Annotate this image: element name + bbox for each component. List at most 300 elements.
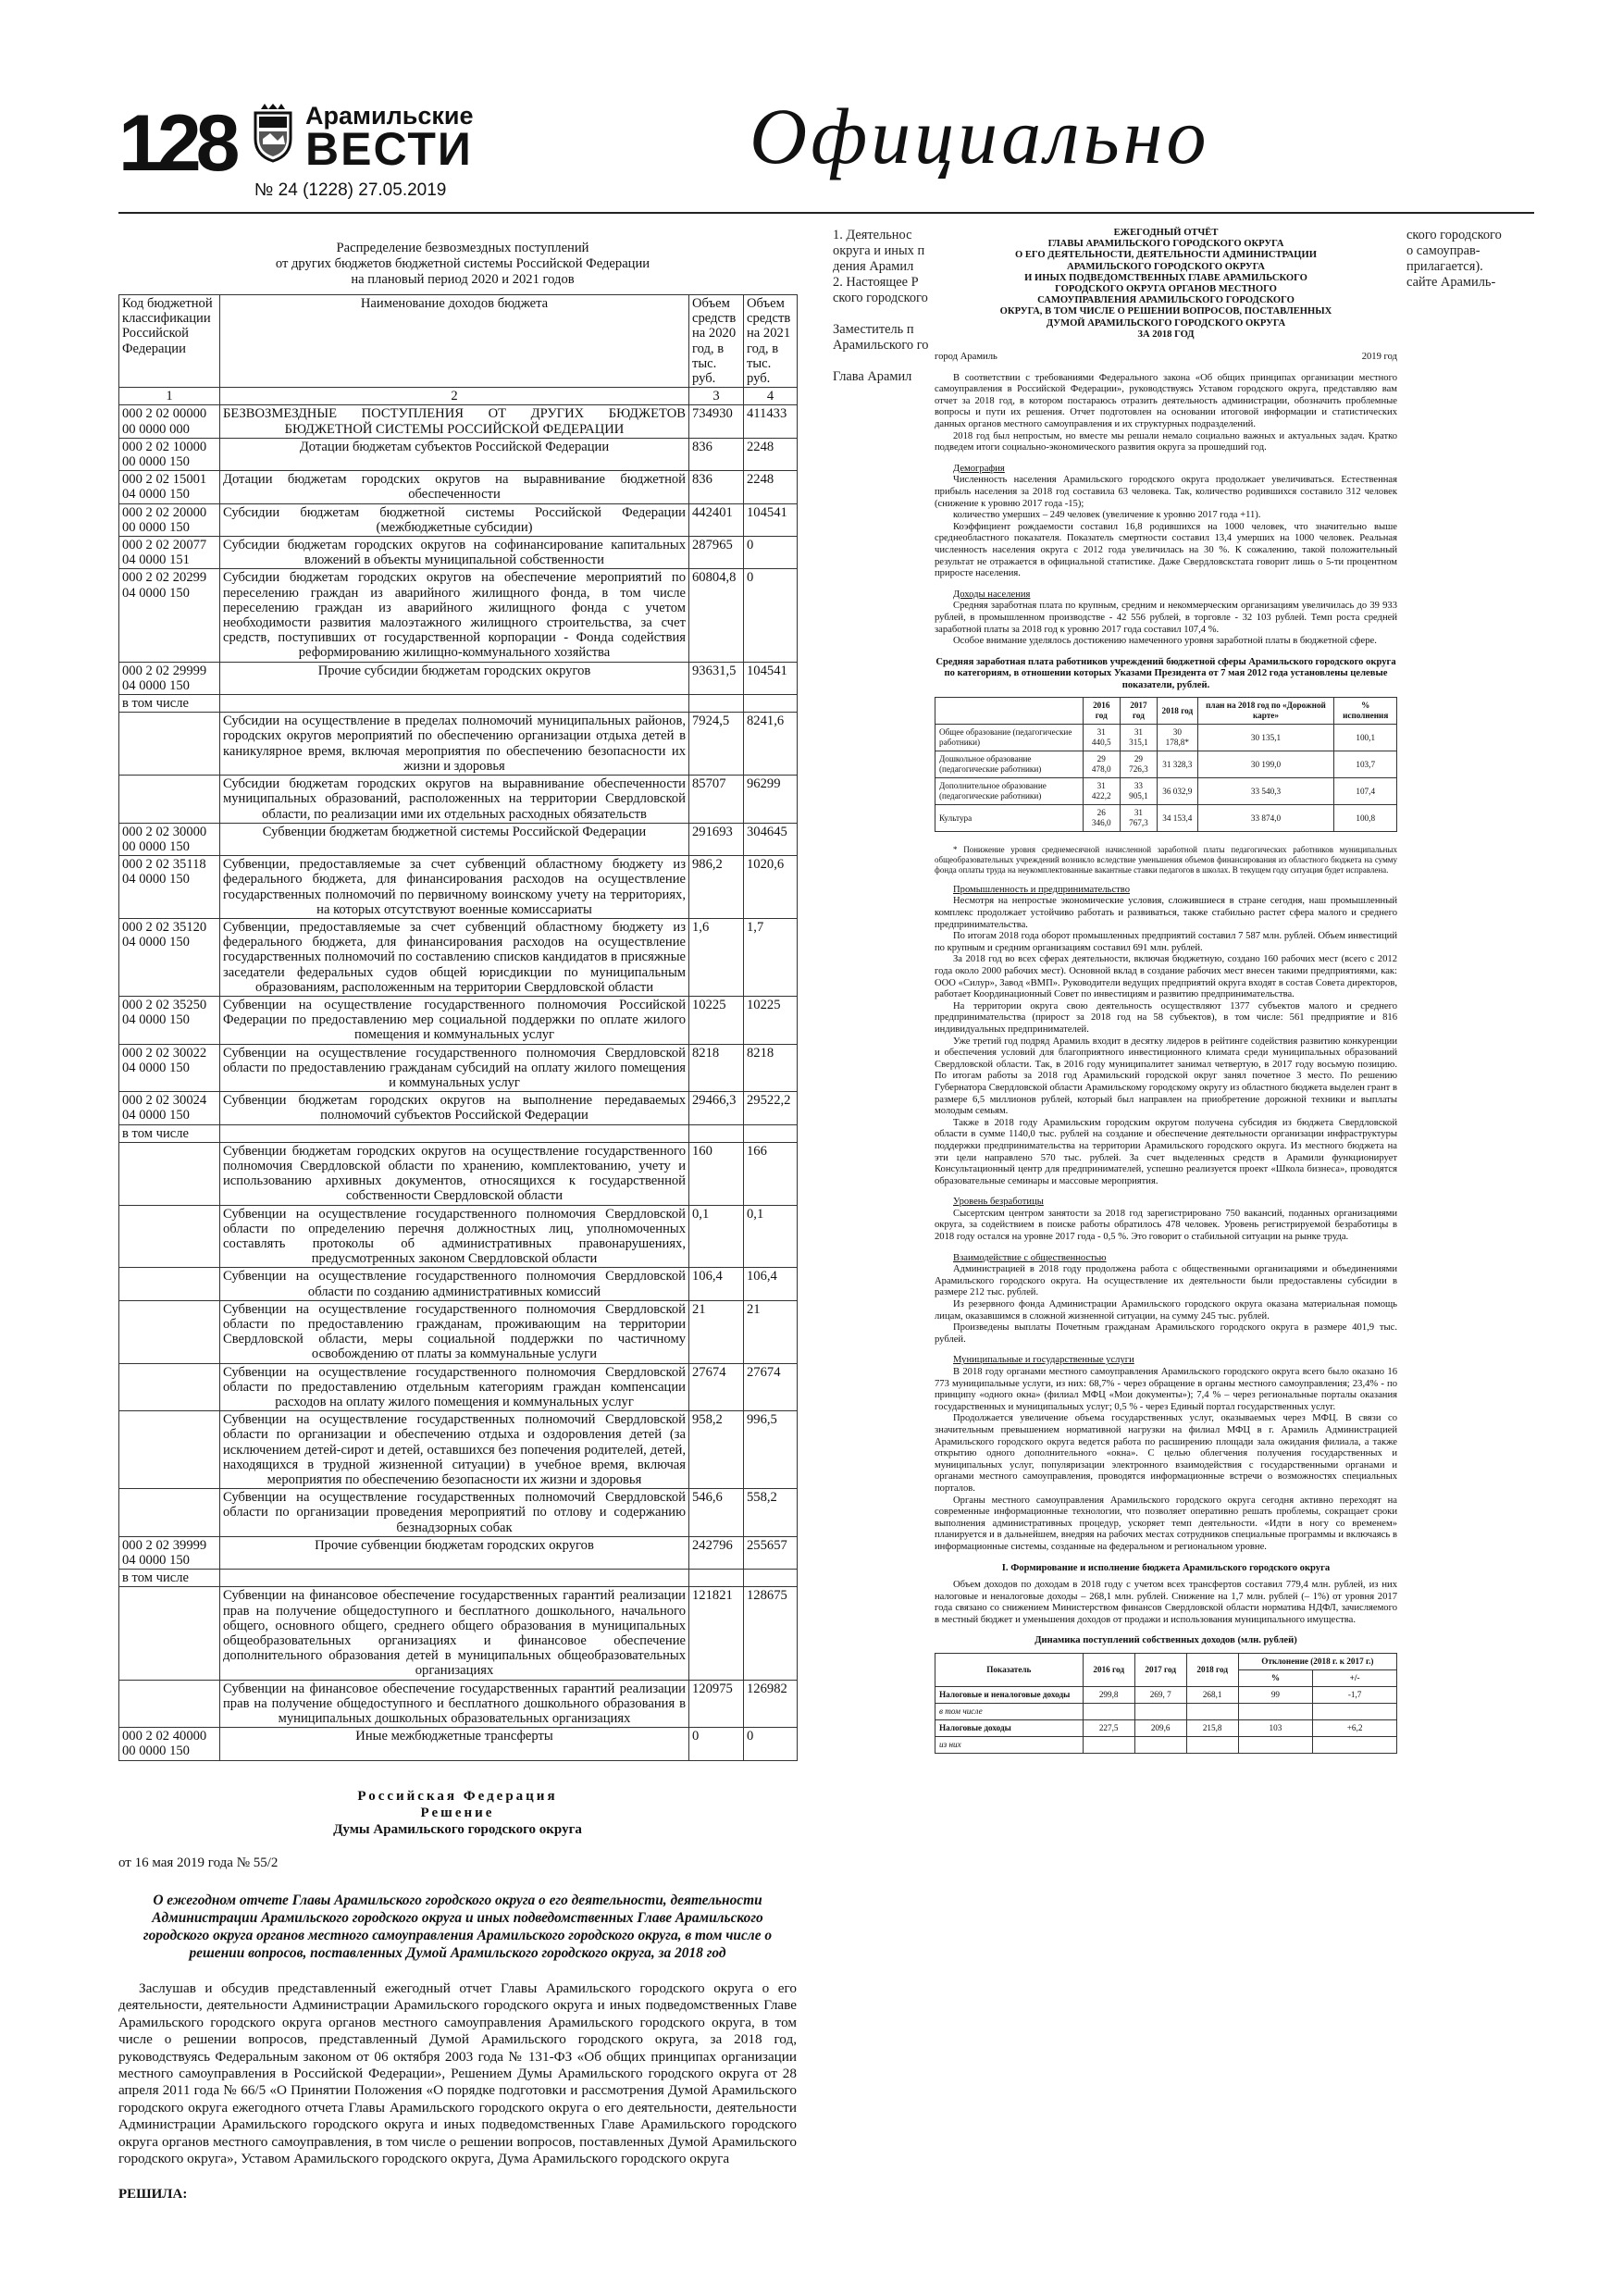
table-row <box>119 918 798 996</box>
in-number-label: в том числе <box>119 1124 220 1142</box>
report-paragraph: На территории округа свою деятельность осуществляют 1377 субъектов малого и среднего предпринимательства (прирост за 2018 год на 58 субъектов), в том числе: 561 предприятие и 816 индивидуальных предпринимателей. <box>935 1000 1397 1035</box>
row-value-2021: 255657 <box>744 1536 798 1569</box>
budget-table-title <box>176 241 750 288</box>
budget-number-row <box>119 388 798 405</box>
row-value-2020: 291693 <box>689 823 744 855</box>
dynamics-value: 268,1 <box>1186 1687 1238 1704</box>
dynamics-header-cell: Отклонение (2018 г. к 2017 г.) <box>1238 1654 1396 1670</box>
budget-section-heading: I. Формирование и исполнение бюджета Арамильского городского округа <box>1001 1562 1331 1573</box>
budget-table <box>118 294 798 1761</box>
salary-value: 107,4 <box>1334 778 1397 805</box>
row-value-2020: 442401 <box>689 503 744 536</box>
page-number: 128 <box>118 99 235 188</box>
table-row <box>119 776 798 824</box>
row-code <box>119 1680 220 1728</box>
row-value-2021: 104541 <box>744 662 798 694</box>
salary-value: 100,1 <box>1334 725 1397 751</box>
row-value-2020: 21 <box>689 1300 744 1363</box>
dynamics-value: 103 <box>1238 1720 1313 1737</box>
report-title-line: ОКРУГА, В ТОМ ЧИСЛЕ О РЕШЕНИИ ВОПРОСОВ, ПОСТАВЛЕННЫХ <box>999 306 1332 317</box>
row-name: Субвенции на осуществление государственного полномочия Свердловской области по предоставлению отдельным категориям граждан компенсации расходов на оплату жилого помещения и коммунальных услуг <box>220 1363 689 1411</box>
salary-value: 100,8 <box>1334 805 1397 832</box>
row-name: Прочие субсидии бюджетам городских округов <box>220 662 689 694</box>
budget-header-row <box>119 295 798 388</box>
decision-subject: О ежегодном отчете Главы Арамильского городского округа о его деятельности, деятельности Администрации Арамильского городского округа и иных подведомственных Главе Арамильского городского округа органов местного самоуправления Арамильского городского округа, в том числе о решении вопросов, поставленных Думой Арамильского городского округа, за 2018 год <box>142 1893 773 1961</box>
dynamics-indicator: в том числе <box>935 1704 1084 1720</box>
row-name: Иные межбюджетные трансферты <box>220 1728 689 1760</box>
row-value-2021: 2248 <box>744 438 798 470</box>
salary-header-cell: план на 2018 год по «Дорожной карте» <box>1197 698 1334 725</box>
budget-title-line-3: на плановый период 2020 и 2021 годов <box>351 272 575 287</box>
salary-row <box>935 725 1397 751</box>
row-name: БЕЗВОЗМЕЗДНЫЕ ПОСТУПЛЕНИЯ ОТ ДРУГИХ БЮДЖЕТОВ БЮДЖЕТНОЙ СИСТЕМЫ РОССИЙСКОЙ ФЕДЕРАЦИИ <box>220 405 689 438</box>
report-paragraph: Средняя заработная плата по крупным, средним и некоммерческим организациям увеличилась до 39 933 рублей, в промышленном производстве - 42 556 рублей, в торговле - 32 103 рублей. Темп роста средней заработной платы за 2018 год к уровню 2017 года составил 107,4 %. <box>935 601 1397 635</box>
dynamics-value <box>1238 1704 1313 1720</box>
fragment-line: 2. Настоящее Р <box>833 275 919 290</box>
table-row <box>119 438 798 470</box>
row-name: Субвенции на осуществление государственного полномочия Российской Федерации по предоставлению мер социальной поддержки по оплате жилого помещения и коммунальных услуг <box>220 996 689 1044</box>
empty-cell <box>744 1124 798 1142</box>
report-title-line: И ИНЫХ ПОДВЕДОМСТВЕННЫХ ГЛАВЕ АРАМИЛЬСКОГО <box>1024 272 1307 283</box>
salary-category: Культура <box>935 805 1084 832</box>
decision-resolved: РЕШИЛА: <box>118 2187 188 2203</box>
report-paragraph: За 2018 год во всех сферах деятельности, включая бюджетную, создано 160 рабочих мест (всего с 2012 года около 2000 рабочих мест). Основной вклад в создание рабочих мест внесен такими предприятиями, как: ООО «Силур», Завод «ВМП». Руководители ведущих предприятий округа входят в состав Совета директоров, работает Координационный Совет по инвестициям и развитию предпринимательства. <box>935 954 1397 1000</box>
row-value-2020: 85707 <box>689 776 744 824</box>
row-code: 000 2 02 35118 04 0000 150 <box>119 856 220 919</box>
row-value-2020: 93631,5 <box>689 662 744 694</box>
fragment-line: Арамильского го <box>833 338 929 353</box>
report-subheading: Демография <box>953 463 1005 474</box>
dynamics-header-cell: 2018 год <box>1186 1654 1238 1687</box>
fragment-line: ского городского <box>1406 228 1502 242</box>
dynamics-header-cell: Показатель <box>935 1654 1084 1687</box>
dynamics-value: 209,6 <box>1134 1720 1186 1737</box>
table-row <box>119 1363 798 1411</box>
row-name: Субсидии бюджетам бюджетной системы Российской Федерации (межбюджетные субсидии) <box>220 503 689 536</box>
col-name-header: Наименование доходов бюджета <box>220 295 689 388</box>
dynamics-header-row <box>935 1654 1397 1670</box>
budget-title-line-1: Распределение безвозмездных поступлений <box>336 241 589 255</box>
table-row <box>119 1142 798 1205</box>
row-value-2021: 1020,6 <box>744 856 798 919</box>
table-row <box>119 1489 798 1537</box>
row-name: Субвенции на осуществление государственного полномочия Свердловской области по созданию административных комиссий <box>220 1268 689 1300</box>
salary-value: 33 540,3 <box>1197 778 1334 805</box>
row-name: Субсидии бюджетам городских округов на выравнивание обеспеченности муниципальных образований, расположенных на территории Свердловской области, по реализации ими их отдельных расходных обязательств <box>220 776 689 824</box>
dynamics-indicator: из них <box>935 1737 1084 1754</box>
row-value-2021: 0 <box>744 1728 798 1760</box>
row-value-2021: 996,5 <box>744 1411 798 1489</box>
row-value-2020: 546,6 <box>689 1489 744 1537</box>
fragment-line: Глава Арамил <box>833 369 912 384</box>
salary-category: Общее образование (педагогические работники) <box>935 725 1084 751</box>
salary-value: 33 905,1 <box>1120 778 1157 805</box>
report-paragraph: количество умерших – 249 человек (увеличение к уровню 2017 года +11). <box>953 510 1261 521</box>
row-code: 000 2 02 20299 04 0000 150 <box>119 569 220 662</box>
row-value-2021: 21 <box>744 1300 798 1363</box>
row-value-2020: 0 <box>689 1728 744 1760</box>
salary-value: 26 346,0 <box>1083 805 1120 832</box>
row-code <box>119 1268 220 1300</box>
dynamics-value: 227,5 <box>1083 1720 1134 1737</box>
dynamics-value <box>1313 1737 1397 1754</box>
row-value-2021: 411433 <box>744 405 798 438</box>
dynamics-header-cell: % <box>1238 1670 1313 1687</box>
salary-row <box>935 805 1397 832</box>
row-code <box>119 1142 220 1205</box>
dynamics-value: 299,8 <box>1083 1687 1134 1704</box>
salary-value: 34 153,4 <box>1158 805 1198 832</box>
salary-value: 31 328,3 <box>1158 751 1198 778</box>
row-value-2020: 120975 <box>689 1680 744 1728</box>
fragment-line: Заместитель п <box>833 322 914 337</box>
row-name: Субвенции на финансовое обеспечение государственных гарантий реализации прав на получение общедоступного и бесплатного дошкольного образования в муниципальных дошкольных образовательных организациях <box>220 1680 689 1728</box>
dynamics-indicator: Налоговые доходы <box>935 1720 1084 1737</box>
salary-value: 31 767,3 <box>1120 805 1157 832</box>
row-code <box>119 1205 220 1268</box>
row-value-2021: 8218 <box>744 1044 798 1092</box>
row-value-2020: 734930 <box>689 405 744 438</box>
table-row <box>119 1268 798 1300</box>
empty-cell <box>744 1570 798 1587</box>
row-name: Субвенции на осуществление государственных полномочий Свердловской области по организации проведения мероприятий по отлову и содержанию безнадзорных собак <box>220 1489 689 1537</box>
salary-header-cell: 2018 год <box>1158 698 1198 725</box>
col-2021-header: Объем средств на 2021 год, в тыс. руб. <box>744 295 798 388</box>
row-value-2021: 304645 <box>744 823 798 855</box>
dynamics-value <box>1313 1704 1397 1720</box>
row-code: 000 2 02 29999 04 0000 150 <box>119 662 220 694</box>
report-paragraph: Из резервного фонда Администрации Арамильского городского округа оказана материальная помощь лицам, оказавшимся в сложной жизненной ситуации, на сумму 245 тыс. рублей. <box>935 1299 1397 1322</box>
row-code: 000 2 02 30000 00 0000 150 <box>119 823 220 855</box>
report-title-line: ГЛАВЫ АРАМИЛЬСКОГО ГОРОДСКОГО ОКРУГА <box>1047 239 1284 250</box>
salary-value: 30 199,0 <box>1197 751 1334 778</box>
report-paragraph: В соответствии с требованиями Федерального закона «Об общих принципах организации местного самоуправления в Российской Федерации», руководствуясь Уставом городского округа, представляю вам отчет за 2018 год, в котором постараюсь отразить деятельность администрации, обозначить проблемные вопросы и пути их решения. Отчет подготовлен на основании итоговой информации и статистических данных органов местного самоуправления и их структурных подразделений. <box>935 372 1397 429</box>
row-value-2020: 836 <box>689 471 744 503</box>
dynamics-value <box>1083 1704 1134 1720</box>
row-value-2020: 121821 <box>689 1587 744 1680</box>
empty-cell <box>689 1570 744 1587</box>
report-title-line: О ЕГО ДЕЯТЕЛЬНОСТИ, ДЕЯТЕЛЬНОСТИ АДМИНИСТРАЦИИ <box>1014 250 1318 261</box>
row-name: Субвенции, предоставляемые за счет субвенций областному бюджету из федерального бюджета, для финансирования расходов на осуществление государственных полномочий по составлению списков кандидатов в присяжные заседатели федеральных судов общей юрисдикции по муниципальным образованиям, расположенным на территории Свердловской области <box>220 918 689 996</box>
dynamics-value: 215,8 <box>1186 1720 1238 1737</box>
row-code <box>119 1411 220 1489</box>
row-value-2021: 166 <box>744 1142 798 1205</box>
row-value-2021: 106,4 <box>744 1268 798 1300</box>
empty-cell <box>220 695 689 713</box>
report-paragraph: Также в 2018 году Арамильским городским округом получена субсидия из бюджета Свердловской области в сумме 1140,0 тыс. рублей на создание и обеспечение деятельности организации инфраструктуры поддержки предпринимательства на территории Арамильского городского округа. Из местного бюджета на эти цели направлено 570 тыс. рублей. За счет выделенных средств в Арамили функционирует Консультационный центр для предпринимателей, успешно реализуется проект «Школа бизнеса», проводятся образовательные семинары и массовые мероприятия. <box>935 1117 1397 1186</box>
row-value-2020: 27674 <box>689 1363 744 1411</box>
row-name: Субвенции, предоставляемые за счет субвенций областному бюджету из федерального бюджета, для финансирования расходов на осуществление государственных полномочий по первичному воинскому учету на территориях, на которых отсутствуют военные комиссариаты <box>220 856 689 919</box>
brand-line-1: Арамильские <box>305 102 474 130</box>
report-paragraph: Органы местного самоуправления Арамильского городского округа сегодня активно переходят на современные информационные технологии, что позволяет оперативно решать проблемы, сокращает сроки выполнения административных процедур, ускоряет темп деятельности. «Идти в ногу со временем» планируется и в дальнейшем, внедряя на рабочих местах сотрудников специальные программы и включаясь в информационные системы, созданные на федеральном и региональном уровне. <box>935 1495 1397 1552</box>
report-paragraph: 2018 год был непростым, но вместе мы решали немало социально важных и актуальных задач. Кратко подведем итоги социально-экономического развития округа за прошедший год. <box>935 430 1397 453</box>
row-name: Субсидии на осуществление в пределах полномочий муниципальных районов, городских округов мероприятий по обеспечению организации отдыха детей в каникулярное время, включая мероприятия по обеспечению безопасности их жизни и здоровья <box>220 713 689 776</box>
dynamics-value <box>1186 1737 1238 1754</box>
report-paragraph: Администрацией в 2018 году продолжена работа с общественными организациями и объединениями Арамильского городского округа. На осуществление их деятельности были предоставлены субсидии в размере 212 тыс. рублей. <box>935 1264 1397 1298</box>
dynamics-indicator: Налоговые и неналоговые доходы <box>935 1687 1084 1704</box>
row-code: 000 2 02 20000 00 0000 150 <box>119 503 220 536</box>
duma-decision <box>118 1788 797 2203</box>
table-row <box>119 1300 798 1363</box>
row-value-2020: 29466,3 <box>689 1092 744 1124</box>
row-code: 000 2 02 10000 00 0000 150 <box>119 438 220 470</box>
salary-value: 36 032,9 <box>1158 778 1198 805</box>
in-number-label: в том числе <box>119 1570 220 1587</box>
issue-number: № 24 (1228) 27.05.2019 <box>254 180 447 200</box>
budget-body <box>119 405 798 1760</box>
row-value-2021: 0 <box>744 569 798 662</box>
report-subheading: Доходы населения <box>953 589 1031 600</box>
table-row <box>119 471 798 503</box>
report-title-line: САМОУПРАВЛЕНИЯ АРАМИЛЬСКОГО ГОРОДСКОГО <box>1037 295 1295 306</box>
row-name: Субвенции на осуществление государственного полномочия Свердловской области по предоставлению гражданам субсидий на оплату жилого помещения и коммунальных услуг <box>220 1044 689 1092</box>
table-row-in-number <box>119 695 798 713</box>
fragment-line: сайте Арамиль- <box>1406 275 1496 290</box>
col-number: 2 <box>220 388 689 405</box>
dynamics-row <box>935 1704 1397 1720</box>
col-number: 4 <box>744 388 798 405</box>
report-title-line: ГОРОДСКОГО ОКРУГА ОРГАНОВ МЕСТНОГО <box>1055 284 1277 295</box>
row-name: Субсидии бюджетам городских округов на обеспечение мероприятий по переселению граждан из аварийного жилищного фонда, в том числе переселению граждан из аварийного жилищного фонда с учетом необходимости развития малоэтажного жилищного строительства, за счет средств, поступивших от государственной корпорации - Фонда содействия реформированию жилищно-коммунального хозяйства <box>220 569 689 662</box>
col-number: 1 <box>119 388 220 405</box>
row-name: Субвенции на осуществление государственного полномочия Свердловской области по определению перечня должностных лиц, уполномоченных составлять протоколы об административных правонарушениях, предусмотренных законом Свердловской области <box>220 1205 689 1268</box>
row-name: Субвенции на осуществление государственного полномочия Свердловской области по предоставлению гражданам, проживающим на территории Свердловской области, меры социальной поддержки по частичному освобождению от платы за коммунальные услуги <box>220 1300 689 1363</box>
row-name: Субвенции на финансовое обеспечение государственных гарантий реализации прав на получение общедоступного и бесплатного дошкольного, начального общего, основного общего, среднего общего образования в муниципальных общеобразовательных организациях и финансовое обеспечение дополнительного образования детей в муниципальных общеобразовательных организациях <box>220 1587 689 1680</box>
report-paragraph: Продолжается увеличение объема государственных услуг, оказываемых через МФЦ. В связи со значительным превышением нормативной нагрузки на филиал МФЦ в г. Арамиль Администрацией Арамильского городского округа ведется работа по расширению площади зала ожидания филиала, а также открытию одного дополнительного «окна». С целью облегчения получения государственных и муниципальных услуг, популяризации электронного взаимодействия с государственными органами и органами местного самоуправления, проводятся информационные встречи о возможностях специальных порталов. <box>935 1413 1397 1494</box>
row-code <box>119 776 220 824</box>
dynamics-value <box>1134 1704 1186 1720</box>
row-code <box>119 1587 220 1680</box>
report-title-line: ЕЖЕГОДНЫЙ ОТЧЁТ <box>1113 228 1219 238</box>
table-row <box>119 1728 798 1760</box>
empty-cell <box>744 695 798 713</box>
row-value-2021: 27674 <box>744 1363 798 1411</box>
col-number: 3 <box>689 388 744 405</box>
report-title <box>935 228 1397 341</box>
dynamics-value: -1,7 <box>1313 1687 1397 1704</box>
fragment-line: прилагается). <box>1406 259 1483 274</box>
report-paragraph: Коэффициент рождаемости составил 16,8 родившихся на 1000 человек, что значительно выше среднеобластного показателя. Показатель смертности составил 13,4 умерших на 1000 человек. Реальная численность населения округа с 2012 года увеличилась на 30 %. К сожалению, такой положительный результат не отражается в официальной статистике. Даже Свердловскстата говорит лишь о 5-ти процентном приросте населения. <box>935 521 1397 579</box>
fragment-line: 1. Деятельнос <box>833 228 912 242</box>
row-value-2021: 0,1 <box>744 1205 798 1268</box>
report-paragraph: По итогам 2018 года оборот промышленных предприятий составил 7 587 млн. рублей. Объем инвестиций по крупным и средним организациям составил 691 млн. рублей. <box>935 931 1397 953</box>
report-paragraph: Особое внимание уделялось достижению намеченного уровня заработной платы в бюджетной сфере. <box>953 636 1377 647</box>
empty-cell <box>689 695 744 713</box>
salary-table-title: Средняя заработная плата работников учреждений бюджетной сферы Арамильского городского округа по категориям, в отношении которых Указами Президента от 7 мая 2012 года установлены целевые показатели, рублей. <box>935 656 1396 690</box>
report-title-line: ДУМОЙ АРАМИЛЬСКОГО ГОРОДСКОГО ОКРУГА <box>1046 317 1286 329</box>
salary-header-cell <box>935 698 1084 725</box>
table-row <box>119 405 798 438</box>
salary-header-cell: 2016 год <box>1083 698 1120 725</box>
dynamics-value: 99 <box>1238 1687 1313 1704</box>
row-value-2021: 96299 <box>744 776 798 824</box>
table-row <box>119 1411 798 1489</box>
table-row <box>119 1536 798 1569</box>
table-row <box>119 1044 798 1092</box>
report-dateline <box>935 352 1397 364</box>
empty-cell <box>689 1124 744 1142</box>
row-value-2021: 10225 <box>744 996 798 1044</box>
row-value-2021: 8241,6 <box>744 713 798 776</box>
brand-line-2: ВЕСТИ <box>305 123 473 175</box>
salary-category: Дополнительное образование (педагогические работники) <box>935 778 1084 805</box>
table-row <box>119 1587 798 1680</box>
report-title-line: АРАМИЛЬСКОГО ГОРОДСКОГО ОКРУГА <box>1067 261 1265 272</box>
report-year: 2019 год <box>1361 352 1397 363</box>
row-name: Субвенции бюджетам бюджетной системы Российской Федерации <box>220 823 689 855</box>
table-row <box>119 569 798 662</box>
coat-of-arms-logo <box>252 102 294 163</box>
row-code: 000 2 02 00000 00 0000 000 <box>119 405 220 438</box>
dynamics-header-cell: 2016 год <box>1083 1654 1134 1687</box>
row-value-2020: 60804,8 <box>689 569 744 662</box>
dynamics-table-title: Динамика поступлений собственных доходов (млн. рублей) <box>1035 1635 1297 1646</box>
row-code <box>119 713 220 776</box>
row-code: 000 2 02 30022 04 0000 150 <box>119 1044 220 1092</box>
decision-header-1: Российская Федерация <box>357 1789 558 1804</box>
fragment-line: ского городского <box>833 291 928 305</box>
salary-header-row <box>935 698 1397 725</box>
report-paragraph: Объем доходов по доходам в 2018 году с учетом всех трансфертов составил 779,4 млн. рублей, из них налоговые и неналоговые доходы – 268,1 млн. рублей. Снижение на 1,7 млн. рублей (– 1%) от уровня 2017 года связано со снижением Министерством финансов Свердловской области норматива НДФЛ, зачисляемого в местный бюджет и уменьшения доходов от продажи и использования муниципального имущества. <box>935 1580 1397 1625</box>
row-value-2020: 106,4 <box>689 1268 744 1300</box>
salary-value: 30 178,8* <box>1158 725 1198 751</box>
row-code <box>119 1300 220 1363</box>
budget-title-line-2: от других бюджетов бюджетной системы Российской Федерации <box>275 256 650 271</box>
salary-header-cell: % исполнения <box>1334 698 1397 725</box>
row-value-2021: 558,2 <box>744 1489 798 1537</box>
table-row <box>119 1092 798 1124</box>
annual-report <box>935 228 1397 1754</box>
dynamics-value <box>1238 1737 1313 1754</box>
row-value-2021: 128675 <box>744 1587 798 1680</box>
salary-row <box>935 778 1397 805</box>
row-name: Субсидии бюджетам городских округов на софинансирование капитальных вложений в объекты муниципальной собственности <box>220 537 689 569</box>
row-code: 000 2 02 39999 04 0000 150 <box>119 1536 220 1569</box>
report-subheading: Промышленность и предпринимательство <box>953 884 1130 895</box>
salary-value: 31 422,2 <box>1083 778 1120 805</box>
dynamics-value: +6,2 <box>1313 1720 1397 1737</box>
row-name: Субвенции бюджетам городских округов на осуществление государственного полномочия Свердловской области по хранению, комплектованию, учету и использованию архивных документов, относящихся к государственной собственности Свердловской области <box>220 1142 689 1205</box>
col-code-header: Код бюджетной классификации Российской Федерации <box>119 295 220 388</box>
empty-cell <box>220 1124 689 1142</box>
row-value-2021: 29522,2 <box>744 1092 798 1124</box>
salary-footnote: * Понижение уровня среднемесячной начисленной заработной платы педагогических работников муниципальных общеобразовательных учреждений возникло вследствие уменьшения объемов финансирования из областного бюджета на сумму фонда оплаты труда на неукомплектованные вакантные ставки педагогов в школах. В текущем году ситуация будет исправлена. <box>935 845 1397 875</box>
row-code: 000 2 02 35120 04 0000 150 <box>119 918 220 996</box>
table-row <box>119 537 798 569</box>
report-paragraph: Уже третий год подряд Арамиль входит в десятку лидеров в рейтинге содействия развитию конкуренции и обеспечения условий для благоприятного инвестиционного климата среди муниципальных образований Свердловской области. Так, в 2016 году муниципалитет занимал четвертую, в 2017 году восьмую позицию. По итогам работы за 2018 год Арамильский городской округ занял почетное 3 место. По решению Губернатора Свердловской области Арамильскому городскому округу из областного бюджета выделен грант в размере 6,5 миллионов рублей, который был направлен на приобретение дорожной техники и выплаты молодым семьям. <box>935 1036 1397 1117</box>
row-code: 000 2 02 20077 04 0000 151 <box>119 537 220 569</box>
salary-value: 29 726,3 <box>1120 751 1157 778</box>
in-number-label: в том числе <box>119 695 220 713</box>
table-row <box>119 503 798 536</box>
salary-value: 29 478,0 <box>1083 751 1120 778</box>
row-code <box>119 1489 220 1537</box>
row-name: Дотации бюджетам субъектов Российской Федерации <box>220 438 689 470</box>
row-name: Прочие субвенции бюджетам городских округов <box>220 1536 689 1569</box>
salary-header-cell: 2017 год <box>1120 698 1157 725</box>
row-value-2021: 2248 <box>744 471 798 503</box>
row-code: 000 2 02 40000 00 0000 150 <box>119 1728 220 1760</box>
table-row <box>119 662 798 694</box>
fragment-line: о самоуправ- <box>1406 243 1481 258</box>
row-name: Дотации бюджетам городских округов на выравнивание бюджетной обеспеченности <box>220 471 689 503</box>
table-row <box>119 713 798 776</box>
row-value-2020: 836 <box>689 438 744 470</box>
col-2020-header: Объем средств на 2020 год, в тыс. руб. <box>689 295 744 388</box>
row-value-2020: 958,2 <box>689 1411 744 1489</box>
row-value-2020: 287965 <box>689 537 744 569</box>
row-value-2020: 0,1 <box>689 1205 744 1268</box>
report-paragraph: Численность населения Арамильского городского округа продолжает увеличиваться. Естественная прибыль населения за 2018 год составила 63 человека. Так, количество родившихся составило 312 человек (снижение к уровню 2017 года -15); <box>935 475 1397 509</box>
report-subheading: Уровень безработицы <box>953 1197 1044 1208</box>
row-value-2020: 8218 <box>689 1044 744 1092</box>
decision-date: от 16 мая 2019 года № 55/2 <box>118 1855 279 1870</box>
dynamics-value <box>1134 1737 1186 1754</box>
dynamics-header-cell: 2017 год <box>1134 1654 1186 1687</box>
report-subheading: Муниципальные и государственные услуги <box>953 1355 1134 1366</box>
row-value-2020: 160 <box>689 1142 744 1205</box>
decision-header-3: Думы Арамильского городского округа <box>333 1822 582 1837</box>
row-code: 000 2 02 30024 04 0000 150 <box>119 1092 220 1124</box>
report-paragraph: В 2018 году органами местного самоуправления Арамильского городского округа всего было оказано 16 773 муниципальные услуги, из них: 68,7% - через обращение в органы местного самоуправления; 23,4% - по принципу «одного окна» (филиал МФЦ «Мои документы»); 7,4 % – через региональные порталы оказания государственных и муниципальных услуг; 0,5 % - через Единый портал государственных услуг. <box>935 1367 1397 1412</box>
report-subheading: Взаимодействие с общественностью <box>953 1252 1107 1263</box>
table-row <box>119 996 798 1044</box>
decision-body: Заслушав и обсудив представленный ежегодный отчет Главы Арамильского городского округа о его деятельности, деятельности Администрации Арамильского городского округа и иных подведомственных Главе Арамильского городского округа органов местного самоуправления Арамильского городского округа, в том числе о решении вопросов, представленный Думой Арамильского городского округа, за 2018 год, руководствуясь Федеральным законом от 06 октября 2003 года № 131-ФЗ «Об общих принципах организации местного самоуправления в Российской Федерации», Решением Думы Арамильского городского округа от 28 апреля 2011 года № 66/5 «О Принятии Положения «О порядке подготовки и рассмотрения Думой Арамильского городского округа ежегодного отчета Главы Арамильского городского округа о его деятельности, деятельности Администрации Арамильского городского округа и иных подведомственных Главе Арамильского городского округа органов местного самоуправления, в том числе о решении вопросов, поставленных Думой Арамильского городского округа», Уставом Арамильского городского округа, Дума Арамильского городского округа <box>118 1980 797 2167</box>
row-value-2020: 242796 <box>689 1536 744 1569</box>
dynamics-header-cell: +/- <box>1313 1670 1397 1687</box>
dynamics-row <box>935 1737 1397 1754</box>
salary-value: 103,7 <box>1334 751 1397 778</box>
row-name: Субвенции на осуществление государственных полномочий Свердловской области по организации и обеспечению отдыха и оздоровления детей (за исключением детей-сирот и детей, оставшихся без попечения родителей, детей, находящихся в трудной жизненной ситуации) в учебное время, включая мероприятия по обеспечению безопасности их жизни и здоровья <box>220 1411 689 1489</box>
header-rule <box>118 212 1534 214</box>
row-value-2021: 0 <box>744 537 798 569</box>
dynamics-value <box>1083 1737 1134 1754</box>
dynamics-row <box>935 1687 1397 1704</box>
salary-value: 31 315,1 <box>1120 725 1157 751</box>
fragment-line: округа и иных п <box>833 243 925 258</box>
row-value-2020: 986,2 <box>689 856 744 919</box>
row-name: Субвенции бюджетам городских округов на выполнение передаваемых полномочий субъектов Российской Федерации <box>220 1092 689 1124</box>
table-row-in-number <box>119 1570 798 1587</box>
report-city: город Арамиль <box>935 352 997 363</box>
row-code: 000 2 02 35250 04 0000 150 <box>119 996 220 1044</box>
dynamics-value: 269, 7 <box>1134 1687 1186 1704</box>
row-value-2020: 1,6 <box>689 918 744 996</box>
row-code: 000 2 02 15001 04 0000 150 <box>119 471 220 503</box>
row-code <box>119 1363 220 1411</box>
salary-value: 33 874,0 <box>1197 805 1334 832</box>
row-value-2020: 10225 <box>689 996 744 1044</box>
row-value-2020: 7924,5 <box>689 713 744 776</box>
report-paragraph: Произведены выплаты Почетным гражданам Арамильского городского округа в размере 401,9 тыс. рублей. <box>935 1322 1397 1345</box>
table-row <box>119 1680 798 1728</box>
dynamics-value <box>1186 1704 1238 1720</box>
table-row <box>119 856 798 919</box>
table-row <box>119 1205 798 1268</box>
row-value-2021: 104541 <box>744 503 798 536</box>
dynamics-table <box>935 1653 1397 1754</box>
section-title: Официально <box>750 92 1210 180</box>
report-title-line: ЗА 2018 ГОД <box>1137 329 1195 340</box>
row-value-2021: 126982 <box>744 1680 798 1728</box>
report-paragraph: Несмотря на непростые экономические условия, сложившиеся в стране сегодня, наш промышленный комплекс продолжает устойчиво работать и развиваться, также стабильно растет сфера малого и среднего предпринимательства. <box>935 896 1397 930</box>
salary-table <box>935 697 1397 832</box>
dynamics-row <box>935 1720 1397 1737</box>
salary-value: 30 135,1 <box>1197 725 1334 751</box>
fragment-line: дения Арамил <box>833 259 914 274</box>
salary-category: Дошкольное образование (педагогические работники) <box>935 751 1084 778</box>
empty-cell <box>220 1570 689 1587</box>
